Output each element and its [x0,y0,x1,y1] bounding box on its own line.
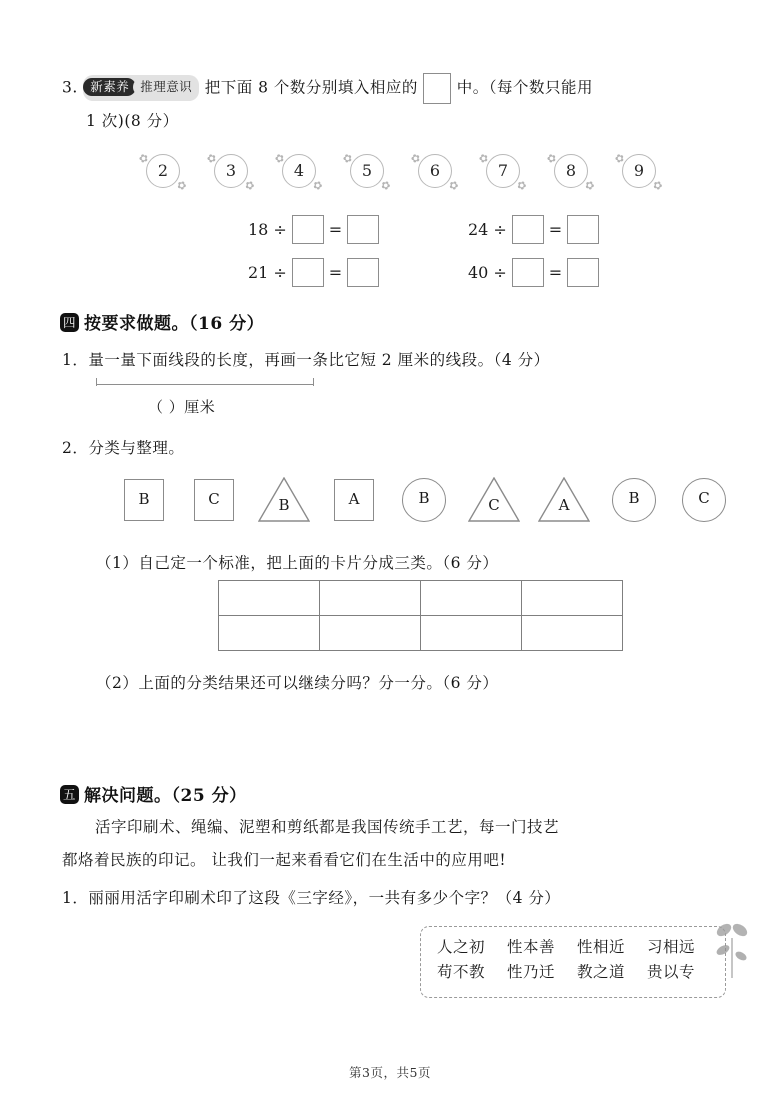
sanzijing-phrase: 苟不教 [437,963,486,981]
table-row [219,616,623,651]
fruit-number: 4 [293,161,305,180]
equation-dividend: 18 [248,220,269,239]
equation-dividend: 40 [468,263,489,282]
sanzijing-box [420,926,726,998]
card-circle-c[interactable] [676,474,732,522]
equals-symbol: = [328,263,343,282]
table-cell[interactable] [421,616,522,651]
divide-symbol: ÷ [493,220,507,239]
card-label: C [698,489,710,507]
fruit-card [137,150,189,194]
sanzijing-phrase: 贵以专 [647,963,696,981]
leaf-icon: ✿ [174,177,189,194]
leaf-icon: ✿ [341,150,355,167]
sanzijing-phrase: 教之道 [577,963,626,981]
leaf-icon: ✿ [242,177,257,194]
card-label: C [488,496,500,514]
fruit-number: 8 [565,161,577,180]
answer-box-divisor[interactable] [292,215,324,244]
equals-symbol: = [328,220,343,239]
card-square-b[interactable] [116,474,172,522]
leaf-icon: ✿ [582,177,597,194]
section-4-q2-sub1: （1）自己定一个标准，把上面的卡片分成三类。（6 分） [96,554,499,572]
table-cell[interactable] [522,581,623,616]
classification-table[interactable] [218,580,623,651]
card-square-a[interactable] [326,474,382,522]
section-5-marker: 五 [60,785,79,804]
divide-symbol: ÷ [273,263,287,282]
card-label: A [558,496,570,514]
leaf-icon: ✿ [514,177,529,194]
sanzijing-line-2 [437,960,711,985]
card-square-c[interactable] [186,474,242,522]
card-triangle-c[interactable] [466,474,522,522]
fruit-card [273,150,325,194]
sanzijing-phrase: 人之初 [437,938,486,956]
divide-symbol: ÷ [273,220,287,239]
card-triangle-a[interactable] [536,474,592,522]
section-4-q2-text: 2．分类与整理。 [62,439,185,457]
fruit-card [205,150,257,194]
section-4-q2-sub2: （2）上面的分类结果还可以继续分吗？分一分。（6 分） [96,674,499,692]
measure-line-segment [96,378,314,390]
fruit-card [409,150,461,194]
answer-box-divisor[interactable] [512,258,544,287]
section-5-header [60,781,247,806]
card-label: B [138,490,150,508]
equation-row [248,215,379,244]
fruit-number: 2 [157,161,169,180]
answer-box-quotient[interactable] [567,215,599,244]
card-circle-b[interactable] [396,474,452,522]
leaf-icon: ✿ [137,150,151,167]
section-4-marker: 四 [60,313,79,332]
leaf-icon: ✿ [273,150,287,167]
table-cell[interactable] [522,616,623,651]
equation-dividend: 21 [248,263,269,282]
equals-symbol: = [548,220,563,239]
question-3-line-2: 1 次)(8 分） [86,112,179,130]
card-label: A [348,490,360,508]
card-label: B [278,496,290,514]
table-cell[interactable] [219,616,320,651]
leaf-icon: ✿ [409,150,423,167]
answer-box-inline[interactable] [423,73,451,104]
sanzijing-phrase: 性本善 [507,938,556,956]
segment-bar [96,384,314,385]
leaf-icon: ✿ [310,177,325,194]
leaf-icon: ✿ [378,177,393,194]
answer-box-quotient[interactable] [347,258,379,287]
leaf-icon: ✿ [477,150,491,167]
answer-box-divisor[interactable] [292,258,324,287]
equals-symbol: = [548,263,563,282]
sanzijing-phrase: 性乃迁 [507,963,556,981]
fruit-number: 3 [225,161,237,180]
section-4-q1-text: 1．量一量下面线段的长度，再画一条比它短 2 厘米的线段。（4 分） [62,351,550,369]
badge-reasoning-awareness: 推理意识 [133,78,199,96]
sanzijing-phrase: 习相远 [647,938,696,956]
answer-box-divisor[interactable] [512,215,544,244]
section-5-title: 解决问题。（25 分） [84,786,247,806]
equation-row [248,258,379,287]
question-3-badge-group [83,75,199,101]
card-label: B [418,489,430,507]
sanzijing-line-1 [437,935,711,960]
table-cell[interactable] [219,581,320,616]
leaf-icon: ✿ [613,150,627,167]
answer-box-quotient[interactable] [567,258,599,287]
section-5-q1-text: 1．丽丽用活字印刷术印了这段《三字经》，一共有多少个字？（4 分） [62,889,561,907]
question-3-text-before-box: 把下面 8 个数分别填入相应的 [204,78,418,97]
page-footer: 第3页，共5页 [349,1065,431,1080]
leaf-icon: ✿ [545,150,559,167]
leaf-icon: ✿ [205,150,219,167]
badge-new-literacy: 新素养 [83,78,136,96]
question-3-text-after-box: 中。（每个数只能用 [456,78,594,97]
answer-box-quotient[interactable] [347,215,379,244]
section-4-header [60,309,264,334]
equation-dividend: 24 [468,220,489,239]
table-cell[interactable] [421,581,522,616]
card-triangle-b[interactable] [256,474,312,522]
table-row [219,581,623,616]
segment-tick-right [313,378,314,386]
card-label: C [208,490,220,508]
leaf-icon: ✿ [650,177,665,194]
question-3-line-1 [62,73,593,104]
fruit-number: 7 [497,161,509,180]
divide-symbol: ÷ [493,263,507,282]
fruit-card [341,150,393,194]
equation-row [468,215,599,244]
fruit-card [477,150,529,194]
segment-answer-label[interactable]: （ ）厘米 [148,398,216,416]
section-5-intro-line-2: 都烙着民族的印记。 让我们一起来看看它们在生活中的应用吧! [62,851,507,869]
fruit-number: 5 [361,161,373,180]
sprout-icon [712,918,752,980]
question-3-number: 3. [62,78,78,97]
leaf-icon: ✿ [446,177,461,194]
table-cell[interactable] [320,581,421,616]
fruit-card [545,150,597,194]
section-5-intro-line-1: 活字印刷术、绳编、泥塑和剪纸都是我国传统手工艺，每一门技艺 [95,818,560,836]
fruit-number: 6 [429,161,441,180]
table-cell[interactable] [320,616,421,651]
section-4-title: 按要求做题。（16 分） [84,314,265,334]
fruit-card [613,150,665,194]
card-label: B [628,489,640,507]
fruit-number: 9 [633,161,645,180]
equation-row [468,258,599,287]
card-circle-b-2[interactable] [606,474,662,522]
sanzijing-phrase: 性相近 [577,938,626,956]
classification-card-row [116,474,746,522]
